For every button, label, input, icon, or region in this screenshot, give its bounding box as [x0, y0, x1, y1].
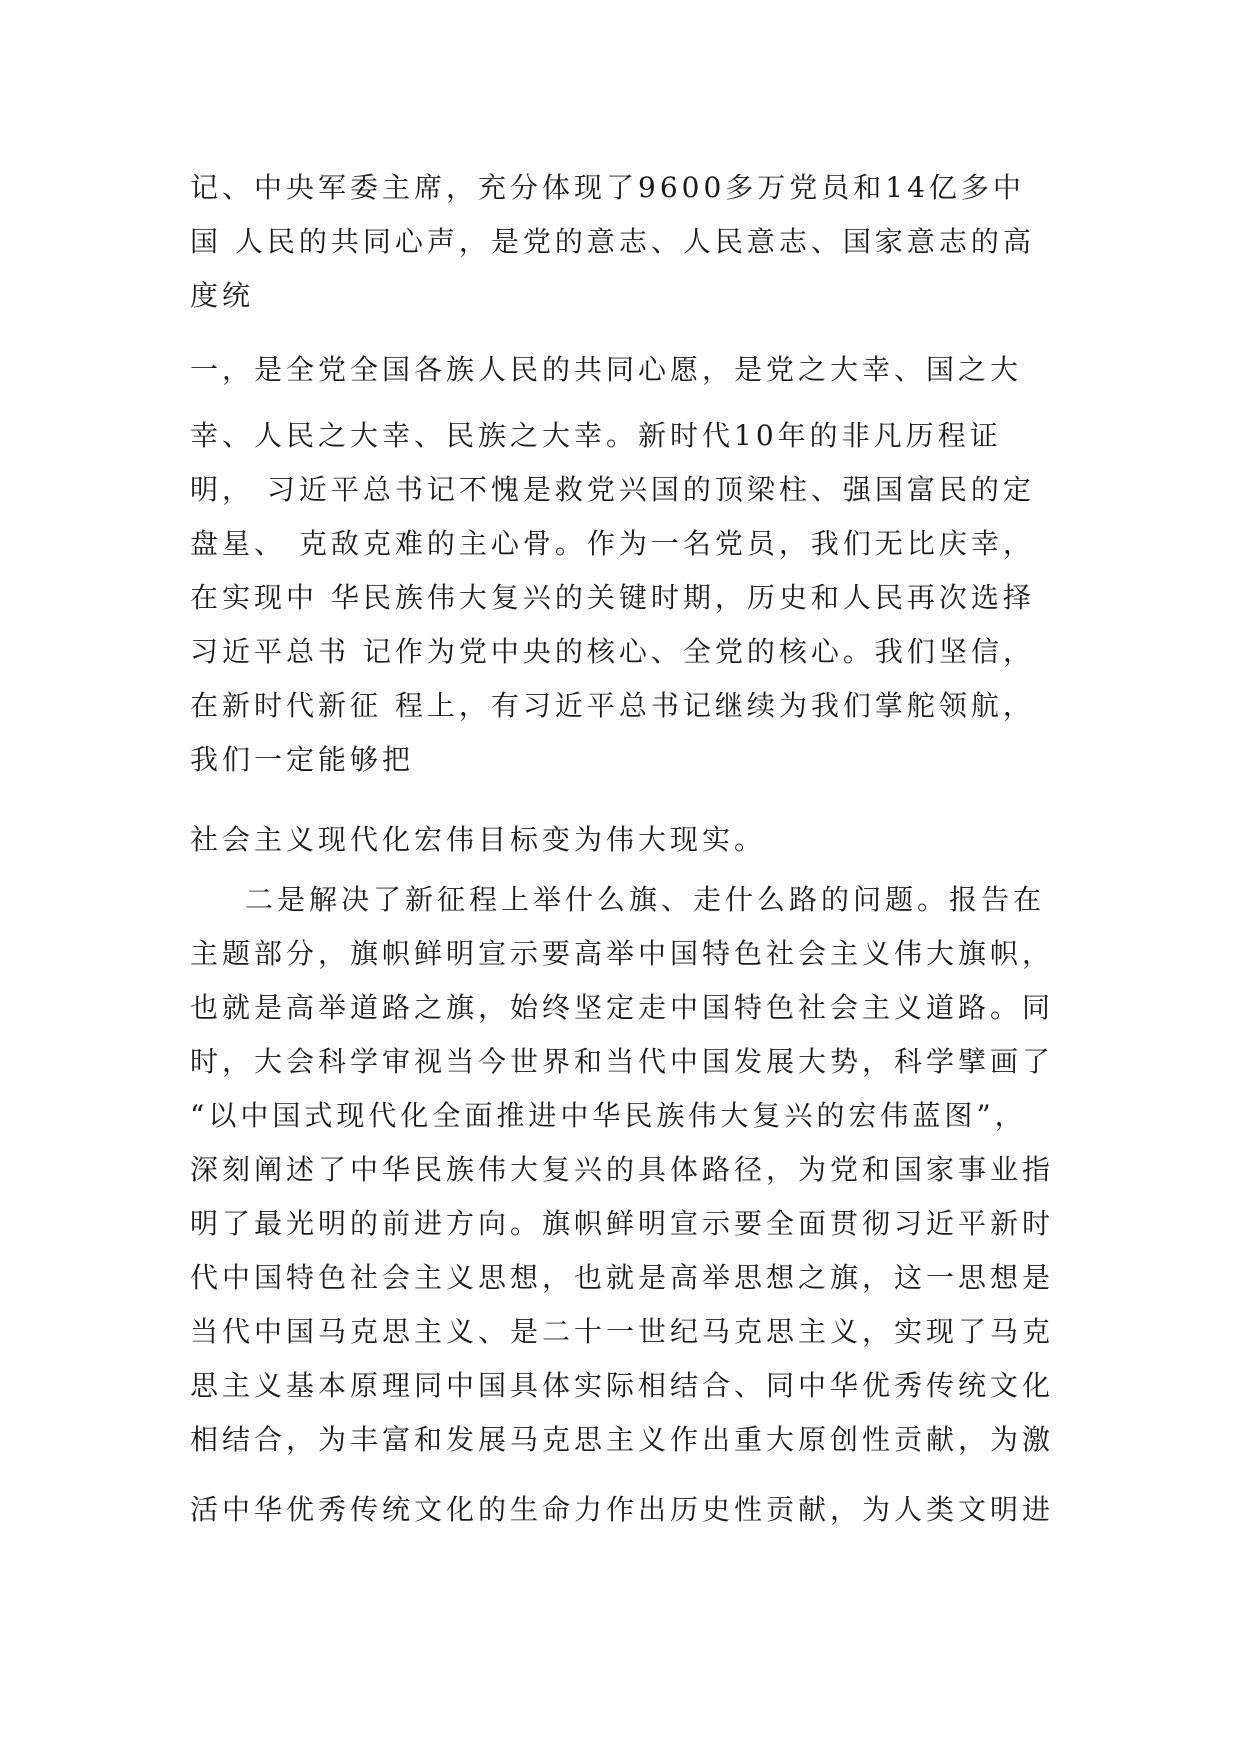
text-line: 明， 习近平总书记不愧是救党兴国的顶梁柱、强国富民的定 [190, 473, 1035, 506]
text-line: 记、中央军委主席，充分体现了9600多万党员和14亿多中 [190, 171, 1025, 204]
text-line: 习近平总书 记作为党中央的核心、全党的核心。我们坚信， [190, 635, 1035, 668]
text-line: 我们一定能够把 [190, 743, 415, 776]
text-line: “以中国式现代化全面推进中华民族伟大复兴的宏伟蓝图”， [190, 1099, 1027, 1132]
text-line: 盘星、 克敌克难的主心骨。作为一名党员，我们无比庆幸， [190, 527, 1035, 560]
text-line: 在实现中 华民族伟大复兴的关键时期，历史和人民再次选择 [190, 581, 1035, 614]
text-line: 主题部分，旗帜鲜明宣示要高举中国特色社会主义伟大旗帜， [190, 937, 1055, 970]
text-line: 相结合，为丰富和发展马克思主义作出重大原创性贡献，为激 [190, 1423, 1055, 1456]
text-line: 在新时代新征 程上，有习近平总书记继续为我们掌舵领航， [190, 689, 1035, 722]
text-line: 当代中国马克思主义、是二十一世纪马克思主义，实现了马克 [190, 1315, 1055, 1348]
text-line: 度统 [190, 279, 255, 312]
text-line: 活中华优秀传统文化的生命力作出历史性贡献，为人类文明进 [190, 1493, 1055, 1526]
text-line: 深刻阐述了中华民族伟大复兴的具体路径，为党和国家事业指 [190, 1153, 1055, 1186]
text-line: 也就是高举道路之旗，始终坚定走中国特色社会主义道路。同 [190, 991, 1055, 1024]
text-line: 思主义基本原理同中国具体实际相结合、同中华优秀传统文化 [190, 1369, 1055, 1402]
text-line: 时，大会科学审视当今世界和当代中国发展大势，科学擘画了 [190, 1045, 1055, 1078]
text-line: 明了最光明的前进方向。旗帜鲜明宣示要全面贯彻习近平新时 [190, 1207, 1055, 1240]
text-line: 一，是全党全国各族人民的共同心愿，是党之大幸、国之大 [190, 353, 1023, 386]
text-line: 社会主义现代化宏伟目标变为伟大现实。 [190, 823, 767, 856]
text-line: 幸、人民之大幸、民族之大幸。新时代10年的非凡历程证 [190, 419, 1002, 452]
text-line: 国 人民的共同心声，是党的意志、人民意志、国家意志的高 [190, 225, 1035, 258]
text-line: 代中国特色社会主义思想，也就是高举思想之旗，这一思想是 [190, 1261, 1055, 1294]
paragraph-first-line: 二是解决了新征程上举什么旗、走什么路的问题。报告在 [245, 883, 1046, 916]
